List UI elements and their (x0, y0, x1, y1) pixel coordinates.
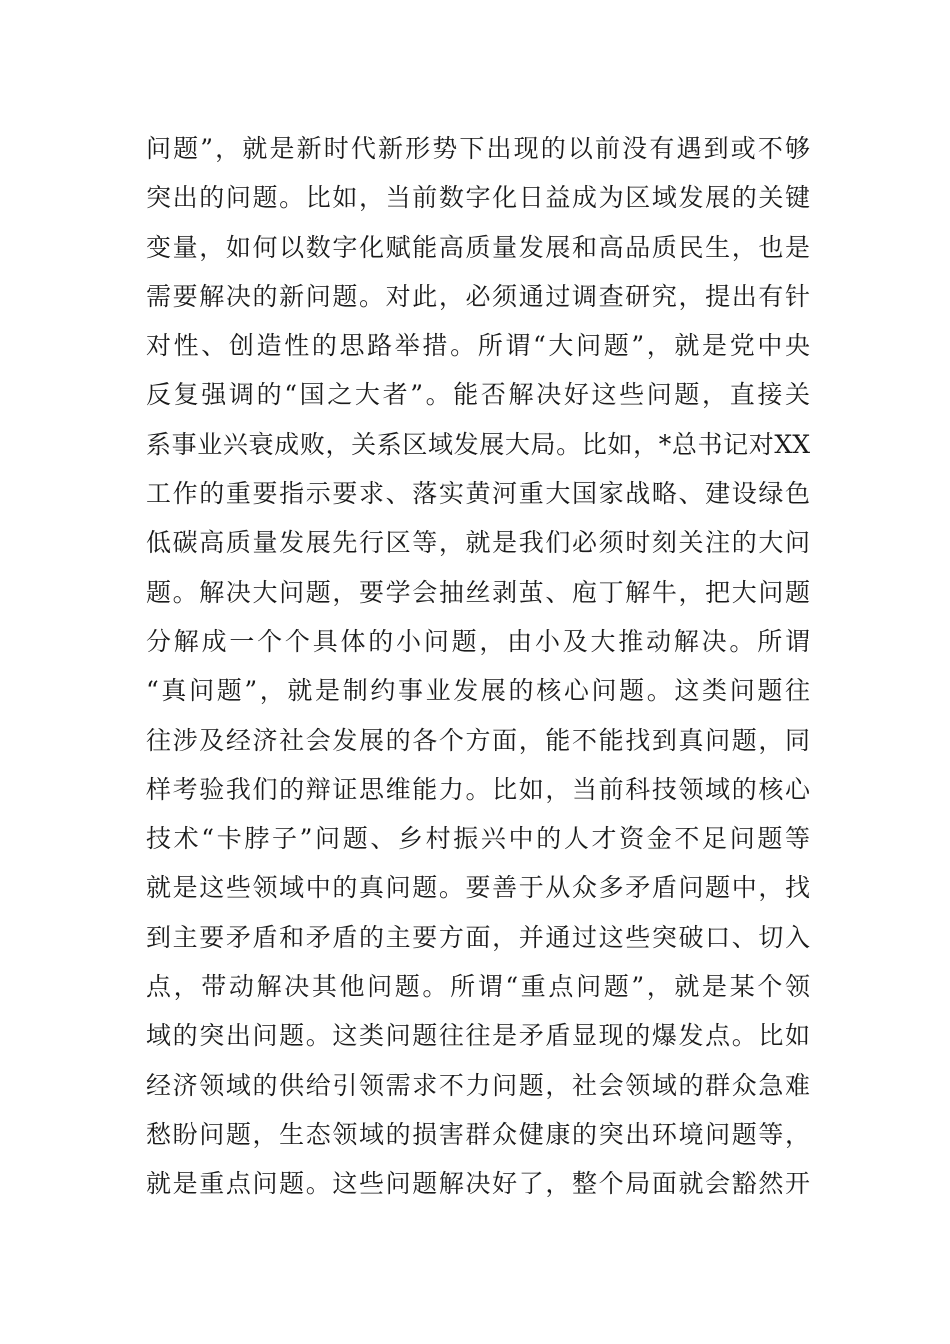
text-line: 对性、创造性的思路举措。所谓“大问题”，就是党中央 (146, 331, 810, 361)
text-line: 反复强调的“国之大者”。能否解决好这些问题，直接关 (146, 380, 810, 410)
text-line: 变量，如何以数字化赋能高质量发展和高品质民生，也是 (146, 232, 810, 262)
text-line: 往涉及经济社会发展的各个方面，能不能找到真问题，同 (146, 725, 810, 755)
text-line: “真问题”，就是制约事业发展的核心问题。这类问题往 (146, 676, 810, 706)
body-paragraph (146, 124, 810, 1209)
text-line: 工作的重要指示要求、落实黄河重大国家战略、建设绿色 (146, 479, 810, 509)
text-line: 就是这些领域中的真问题。要善于从众多矛盾问题中，找 (146, 873, 810, 903)
text-line: 点，带动解决其他问题。所谓“重点问题”，就是某个领 (146, 972, 810, 1002)
text-line: 就是重点问题。这些问题解决好了，整个局面就会豁然开 (146, 1169, 810, 1199)
text-line: 愁盼问题，生态领域的损害群众健康的突出环境问题等， (146, 1119, 810, 1149)
text-line: 经济领域的供给引领需求不力问题，社会领域的群众急难 (146, 1070, 810, 1100)
text-line: 低碳高质量发展先行区等，就是我们必须时刻关注的大问 (146, 528, 810, 558)
text-line: 到主要矛盾和矛盾的主要方面，并通过这些突破口、切入 (146, 922, 810, 952)
text-line: 系事业兴衰成败，关系区域发展大局。比如，*总书记对XX (146, 429, 810, 459)
text-line: 域的突出问题。这类问题往往是矛盾显现的爆发点。比如 (146, 1021, 810, 1051)
text-line: 题。解决大问题，要学会抽丝剥茧、庖丁解牛，把大问题 (146, 577, 810, 607)
text-line: 问题”，就是新时代新形势下出现的以前没有遇到或不够 (146, 134, 810, 163)
text-line: 分解成一个个具体的小问题，由小及大推动解决。所谓 (146, 626, 810, 656)
text-line: 需要解决的新问题。对此，必须通过调查研究，提出有针 (146, 281, 810, 311)
text-line: 样考验我们的辩证思维能力。比如，当前科技领域的核心 (146, 774, 810, 804)
text-line: 突出的问题。比如，当前数字化日益成为区域发展的关键 (146, 183, 810, 213)
text-line: 技术“卡脖子”问题、乡村振兴中的人才资金不足问题等 (146, 824, 810, 854)
